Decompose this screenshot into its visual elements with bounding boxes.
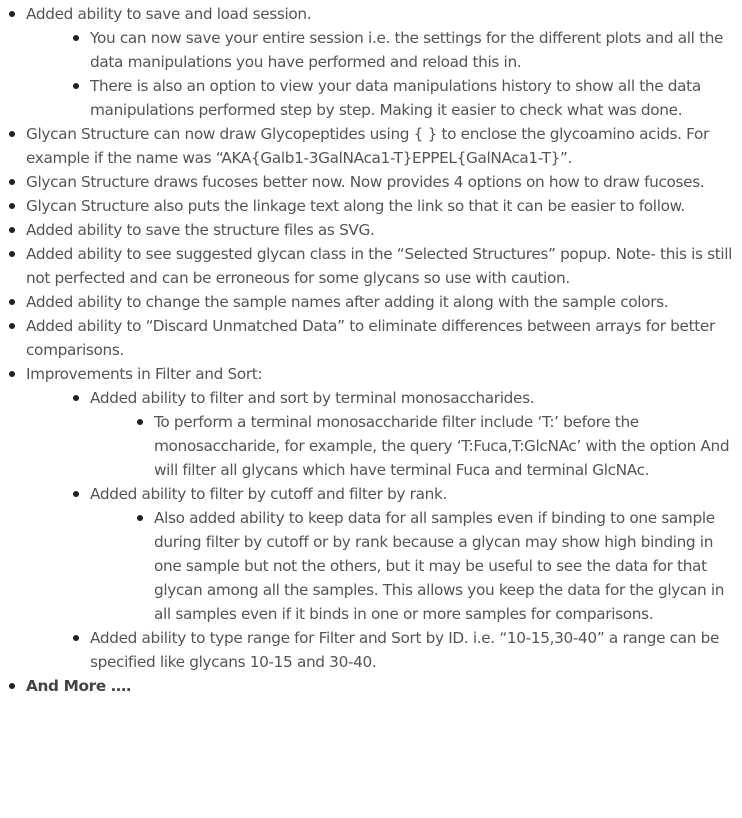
item-text: Glycan Structure draws fucoses better now. Now provides 4 options on how to draw fucoses. bbox=[26, 173, 705, 191]
list-item bbox=[90, 482, 742, 626]
list-item bbox=[26, 242, 742, 290]
item-text: Added ability to change the sample names after adding it along with the sample colors. bbox=[26, 293, 669, 311]
item-text: Glycan Structure also puts the linkage text along the link so that it can be easier to follow. bbox=[26, 197, 685, 215]
sub-list bbox=[26, 26, 742, 122]
list-item bbox=[90, 626, 742, 674]
item-text: There is also an option to view your data manipulations history to show all the data manipulations performed step by step. Making it easier to check what was done. bbox=[90, 77, 701, 119]
sub-sub-list bbox=[90, 506, 742, 626]
list-item bbox=[26, 170, 742, 194]
list-item bbox=[26, 122, 742, 170]
list-item bbox=[26, 194, 742, 218]
item-text: You can now save your entire session i.e. the settings for the different plots and all the data manipulations you have performed and reload this in. bbox=[90, 29, 724, 71]
list-item bbox=[90, 386, 742, 482]
list-item bbox=[26, 314, 742, 362]
item-text: Improvements in Filter and Sort: bbox=[26, 365, 263, 383]
sub-sub-list bbox=[90, 410, 742, 482]
list-item bbox=[26, 290, 742, 314]
item-text: Added ability to see suggested glycan class in the “Selected Structures” popup. Note- this is still not perfected and can be erroneous for some glycans so use with caution. bbox=[26, 245, 733, 287]
item-text: Added ability to save the structure files as SVG. bbox=[26, 221, 375, 239]
list-item bbox=[26, 674, 742, 698]
list-item bbox=[154, 410, 742, 482]
item-text: Added ability to type range for Filter and Sort by ID. i.e. “10-15,30-40” a range can be specified like glycans 10-15 and 30-40. bbox=[90, 629, 720, 671]
item-text: Added ability to filter and sort by terminal monosaccharides. bbox=[90, 389, 535, 407]
and-more-text: And More …. bbox=[26, 677, 132, 695]
item-text: To perform a terminal monosaccharide filter include ‘T:’ before the monosaccharide, for example, the query ‘T:Fuca,T:GlcNAc’ with the option And will filter all glycans which have terminal Fuca and terminal GlcNAc. bbox=[154, 413, 730, 479]
list-item bbox=[26, 362, 742, 674]
list-item bbox=[26, 218, 742, 242]
item-text: Glycan Structure can now draw Glycopeptides using { } to enclose the glycoamino acids. For example if the name was “AKA{Galb1-3GalNAca1-T}EPPEL{GalNAca1-T}”. bbox=[26, 125, 709, 167]
item-text: Added ability to save and load session. bbox=[26, 5, 312, 23]
sub-list bbox=[26, 386, 742, 674]
item-text: Added ability to filter by cutoff and filter by rank. bbox=[90, 485, 447, 503]
list-item bbox=[154, 506, 742, 626]
list-item bbox=[90, 74, 742, 122]
list-item bbox=[90, 26, 742, 74]
item-text: Added ability to “Discard Unmatched Data” to eliminate differences between arrays for better comparisons. bbox=[26, 317, 715, 359]
list-item bbox=[26, 2, 742, 122]
item-text: Also added ability to keep data for all samples even if binding to one sample during filter by cutoff or by rank because a glycan may show high binding in one sample but not the others, but it may be useful to see the data for that glycan among all the samples. This allows you keep the data for the glycan in all samples even if it binds in one or more samples for comparisons. bbox=[154, 509, 725, 623]
